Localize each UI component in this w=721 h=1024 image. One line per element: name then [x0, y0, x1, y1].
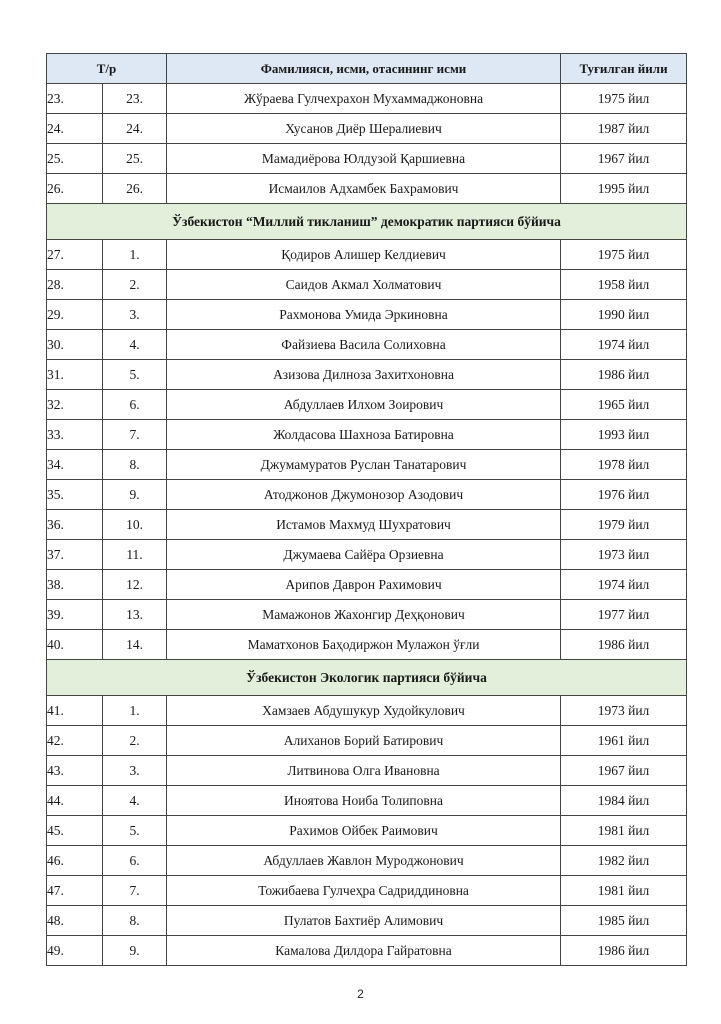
- section-header-row: [47, 660, 687, 696]
- row-full-name: Маматхонов Баҳодиржон Мулажон ўғли: [167, 630, 561, 660]
- row-full-name: Атоджонов Джумонозор Азодович: [167, 480, 561, 510]
- table-row: [47, 330, 687, 360]
- row-local-number: 1.: [103, 696, 167, 726]
- table-row: [47, 510, 687, 540]
- row-number: 23.: [47, 84, 103, 114]
- row-birth-year: 1981 йил: [561, 876, 687, 906]
- row-number: 47.: [47, 876, 103, 906]
- row-birth-year: 1979 йил: [561, 510, 687, 540]
- row-number: 24.: [47, 114, 103, 144]
- table-body: [47, 84, 687, 966]
- row-local-number: 5.: [103, 360, 167, 390]
- row-full-name: Қодиров Алишер Келдиевич: [167, 240, 561, 270]
- row-full-name: Абдуллаев Жавлон Муроджонович: [167, 846, 561, 876]
- table-row: [47, 114, 687, 144]
- row-number: 26.: [47, 174, 103, 204]
- row-full-name: Жўраева Гулчехрахон Мухаммаджоновна: [167, 84, 561, 114]
- table-row: [47, 450, 687, 480]
- row-birth-year: 1974 йил: [561, 570, 687, 600]
- row-birth-year: 1990 йил: [561, 300, 687, 330]
- table-row: [47, 696, 687, 726]
- row-full-name: Рахмонова Умида Эркиновна: [167, 300, 561, 330]
- row-number: 49.: [47, 936, 103, 966]
- table-row: [47, 936, 687, 966]
- row-full-name: Тожибаева Гулчеҳра Садриддиновна: [167, 876, 561, 906]
- row-number: 43.: [47, 756, 103, 786]
- row-local-number: 3.: [103, 756, 167, 786]
- row-birth-year: 1984 йил: [561, 786, 687, 816]
- row-birth-year: 1975 йил: [561, 84, 687, 114]
- page-number: 2: [357, 987, 364, 1001]
- row-local-number: 9.: [103, 480, 167, 510]
- row-full-name: Пулатов Бахтиёр Алимович: [167, 906, 561, 936]
- table-row: [47, 144, 687, 174]
- row-local-number: 26.: [103, 174, 167, 204]
- row-birth-year: 1982 йил: [561, 846, 687, 876]
- row-birth-year: 1986 йил: [561, 936, 687, 966]
- row-local-number: 8.: [103, 906, 167, 936]
- row-birth-year: 1967 йил: [561, 756, 687, 786]
- header-number: Т/р: [47, 54, 167, 84]
- row-full-name: Хамзаев Абдушукур Худойкулович: [167, 696, 561, 726]
- row-full-name: Рахимов Ойбек Раимович: [167, 816, 561, 846]
- row-number: 48.: [47, 906, 103, 936]
- row-birth-year: 1973 йил: [561, 696, 687, 726]
- row-birth-year: 1967 йил: [561, 144, 687, 174]
- row-full-name: Мамадиёрова Юлдузой Қаршиевна: [167, 144, 561, 174]
- row-birth-year: 1985 йил: [561, 906, 687, 936]
- row-number: 32.: [47, 390, 103, 420]
- table-row: [47, 570, 687, 600]
- row-local-number: 5.: [103, 816, 167, 846]
- row-local-number: 14.: [103, 630, 167, 660]
- row-number: 42.: [47, 726, 103, 756]
- row-birth-year: 1986 йил: [561, 630, 687, 660]
- row-full-name: Истамов Махмуд Шухратович: [167, 510, 561, 540]
- row-number: 29.: [47, 300, 103, 330]
- table-row: [47, 600, 687, 630]
- row-number: 41.: [47, 696, 103, 726]
- row-birth-year: 1973 йил: [561, 540, 687, 570]
- table-row: [47, 876, 687, 906]
- row-number: 37.: [47, 540, 103, 570]
- table-row: [47, 300, 687, 330]
- row-local-number: 13.: [103, 600, 167, 630]
- row-local-number: 11.: [103, 540, 167, 570]
- row-full-name: Азизова Дилноза Захитхоновна: [167, 360, 561, 390]
- row-birth-year: 1965 йил: [561, 390, 687, 420]
- row-number: 30.: [47, 330, 103, 360]
- row-local-number: 4.: [103, 786, 167, 816]
- section-title: Ўзбекистон “Миллий тикланиш” демократик партияси бўйича: [47, 204, 687, 240]
- row-birth-year: 1976 йил: [561, 480, 687, 510]
- row-local-number: 12.: [103, 570, 167, 600]
- row-number: 28.: [47, 270, 103, 300]
- row-local-number: 7.: [103, 876, 167, 906]
- table-row: [47, 906, 687, 936]
- row-birth-year: 1974 йил: [561, 330, 687, 360]
- row-birth-year: 1987 йил: [561, 114, 687, 144]
- row-birth-year: 1978 йил: [561, 450, 687, 480]
- row-number: 25.: [47, 144, 103, 174]
- row-local-number: 4.: [103, 330, 167, 360]
- table-row: [47, 726, 687, 756]
- row-full-name: Иноятова Ноиба Толиповна: [167, 786, 561, 816]
- row-local-number: 1.: [103, 240, 167, 270]
- row-number: 39.: [47, 600, 103, 630]
- table-row: [47, 786, 687, 816]
- row-number: 36.: [47, 510, 103, 540]
- row-number: 31.: [47, 360, 103, 390]
- row-local-number: 6.: [103, 390, 167, 420]
- row-birth-year: 1981 йил: [561, 816, 687, 846]
- row-birth-year: 1975 йил: [561, 240, 687, 270]
- row-number: 46.: [47, 846, 103, 876]
- table-row: [47, 420, 687, 450]
- table-row: [47, 846, 687, 876]
- table-row: [47, 240, 687, 270]
- row-full-name: Литвинова Олга Ивановна: [167, 756, 561, 786]
- row-full-name: Саидов Акмал Холматович: [167, 270, 561, 300]
- table-row: [47, 174, 687, 204]
- row-birth-year: 1986 йил: [561, 360, 687, 390]
- row-full-name: Джумаева Сайёра Орзиевна: [167, 540, 561, 570]
- row-local-number: 2.: [103, 726, 167, 756]
- row-local-number: 3.: [103, 300, 167, 330]
- row-full-name: Хусанов Диёр Шералиевич: [167, 114, 561, 144]
- row-birth-year: 1958 йил: [561, 270, 687, 300]
- row-local-number: 6.: [103, 846, 167, 876]
- row-full-name: Абдуллаев Илхом Зоирович: [167, 390, 561, 420]
- row-local-number: 24.: [103, 114, 167, 144]
- row-local-number: 2.: [103, 270, 167, 300]
- row-local-number: 25.: [103, 144, 167, 174]
- row-full-name: Джумамуратов Руслан Танатарович: [167, 450, 561, 480]
- row-local-number: 23.: [103, 84, 167, 114]
- row-number: 45.: [47, 816, 103, 846]
- table-row: [47, 540, 687, 570]
- table-row: [47, 756, 687, 786]
- row-birth-year: 1993 йил: [561, 420, 687, 450]
- row-local-number: 7.: [103, 420, 167, 450]
- row-full-name: Алиханов Борий Батирович: [167, 726, 561, 756]
- header-full-name: Фамилияси, исми, отасининг исми: [167, 54, 561, 84]
- row-number: 34.: [47, 450, 103, 480]
- header-birth-year: Туғилган йили: [561, 54, 687, 84]
- table-row: [47, 480, 687, 510]
- row-birth-year: 1995 йил: [561, 174, 687, 204]
- table-row: [47, 816, 687, 846]
- section-header-row: [47, 204, 687, 240]
- table-row: [47, 270, 687, 300]
- row-full-name: Жолдасова Шахноза Батировна: [167, 420, 561, 450]
- row-number: 35.: [47, 480, 103, 510]
- row-full-name: Файзиева Васила Солиховна: [167, 330, 561, 360]
- row-full-name: Арипов Даврон Рахимович: [167, 570, 561, 600]
- row-number: 27.: [47, 240, 103, 270]
- row-number: 40.: [47, 630, 103, 660]
- row-full-name: Исмаилов Адхамбек Бахрамович: [167, 174, 561, 204]
- table-header-row: [47, 54, 687, 84]
- table-row: [47, 630, 687, 660]
- row-local-number: 10.: [103, 510, 167, 540]
- candidates-table: [46, 53, 687, 966]
- row-full-name: Мамажонов Жахонгир Деҳқонович: [167, 600, 561, 630]
- section-title: Ўзбекистон Экологик партияси бўйича: [47, 660, 687, 696]
- row-number: 38.: [47, 570, 103, 600]
- table-row: [47, 360, 687, 390]
- row-number: 44.: [47, 786, 103, 816]
- row-local-number: 9.: [103, 936, 167, 966]
- row-number: 33.: [47, 420, 103, 450]
- row-birth-year: 1961 йил: [561, 726, 687, 756]
- row-full-name: Камалова Дилдора Гайратовна: [167, 936, 561, 966]
- table-row: [47, 390, 687, 420]
- row-birth-year: 1977 йил: [561, 600, 687, 630]
- row-local-number: 8.: [103, 450, 167, 480]
- table-row: [47, 84, 687, 114]
